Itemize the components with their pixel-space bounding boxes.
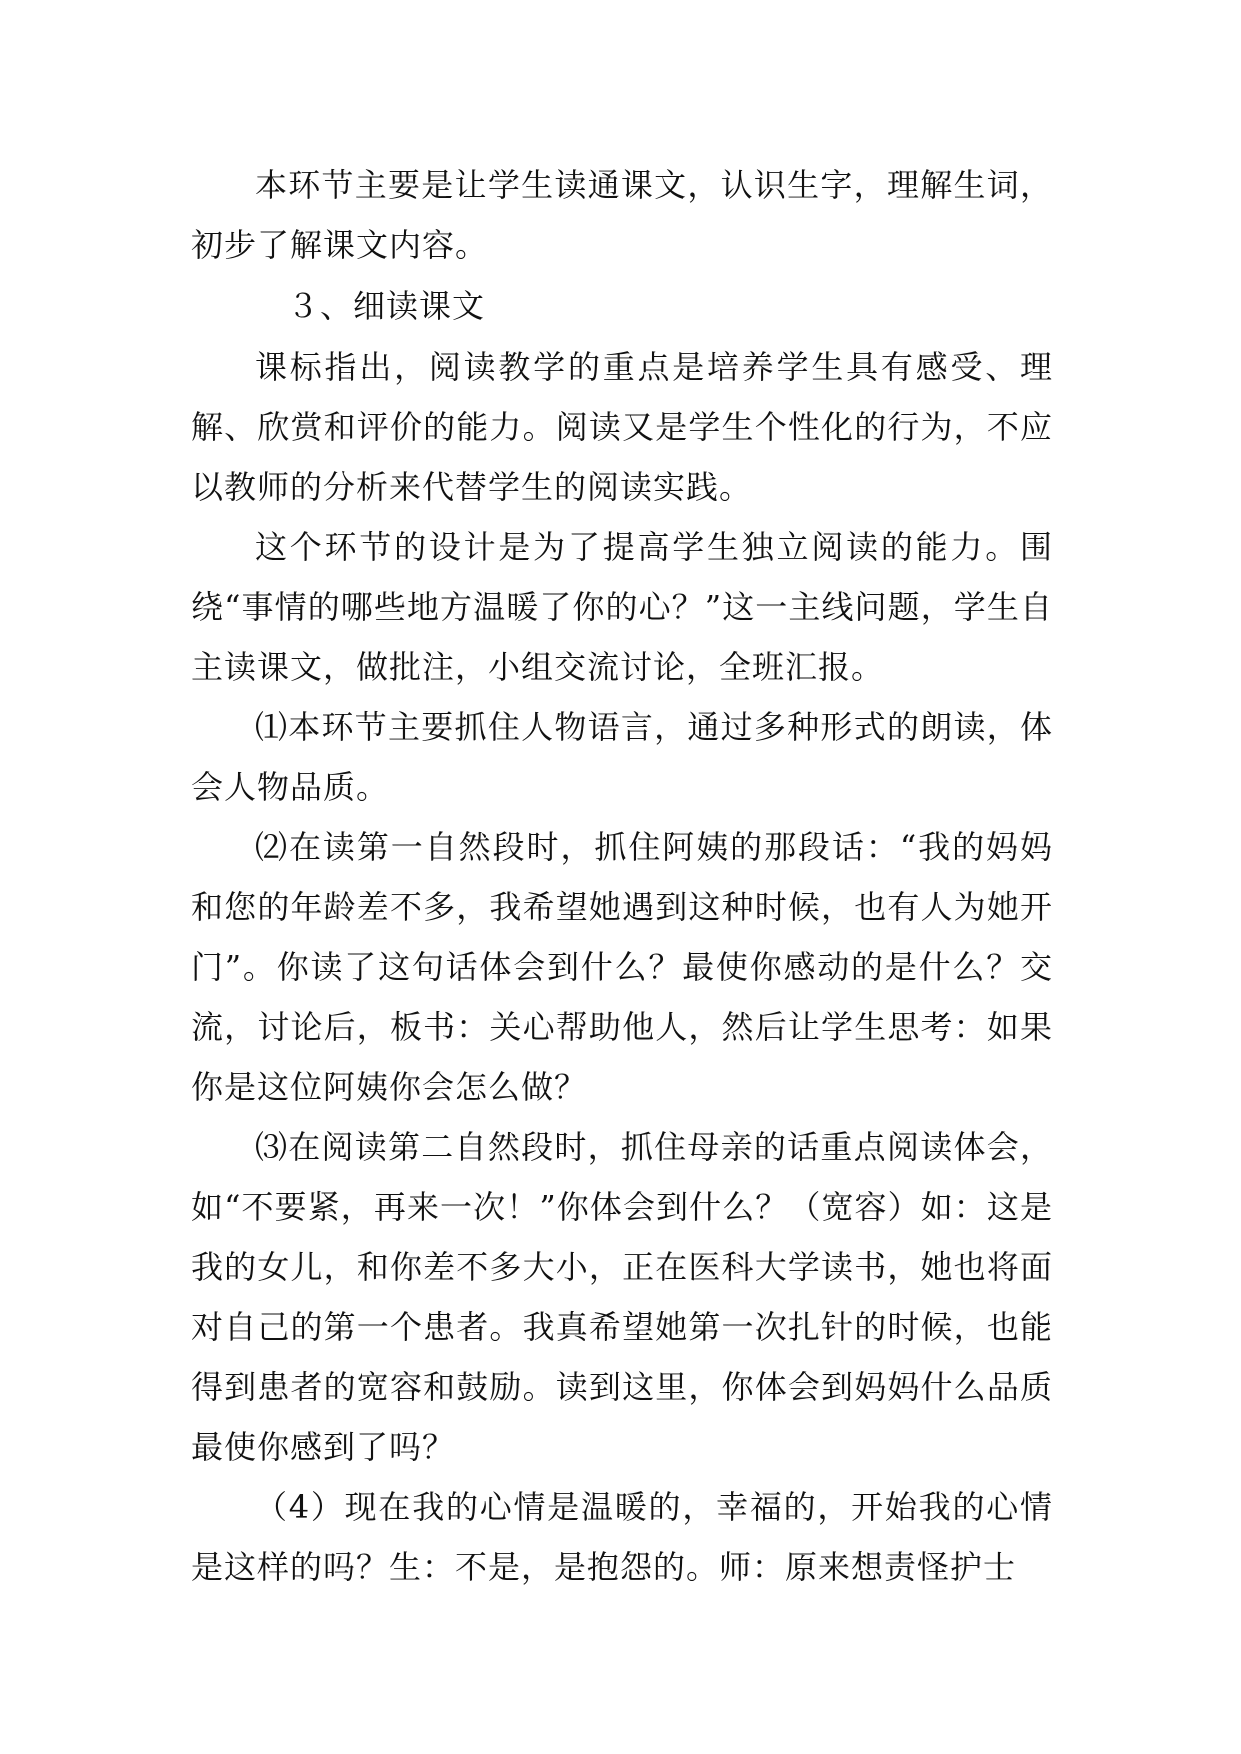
- section-heading-close-reading: ３、细读课文: [287, 287, 486, 325]
- paragraph-intro-summary: 本环节主要是让学生读通课文，认识生字，理解生词，初步了解课文内容。: [191, 166, 1053, 264]
- paragraph-point-1: ⑴本环节主要抓住人物语言，通过多种形式的朗读，体会人物品质。: [191, 708, 1053, 806]
- paragraph-curriculum-standard: 课标指出，阅读教学的重点是培养学生具有感受、理解、欣赏和评价的能力。阅读又是学生个性化的行为，不应以教师的分析来代替学生的阅读实践。: [191, 348, 1053, 506]
- paragraph-point-2: ⑵在读第一自然段时，抓住阿姨的那段话：“我的妈妈和您的年龄差不多，我希望她遇到这种时候，也有人为她开门”。你读了这句话体会到什么？最使你感动的是什么？交流，讨论后，板书：关心帮助他人，然后让学生思考：如果你是这位阿姨你会怎么做？: [191, 828, 1053, 1106]
- paragraph-point-3: ⑶在阅读第二自然段时，抓住母亲的话重点阅读体会，如“不要紧，再来一次！”你体会到什么？（宽容）如：这是我的女儿，和你差不多大小，正在医科大学读书，她也将面对自己的第一个患者。我真希望她第一次扎针的时候，也能得到患者的宽容和鼓励。读到这里，你体会到妈妈什么品质最使你感到了吗？: [191, 1128, 1053, 1466]
- paragraph-design-purpose: 这个环节的设计是为了提高学生独立阅读的能力。围绕“事情的哪些地方温暖了你的心？”这一主线问题，学生自主读课文，做批注，小组交流讨论，全班汇报。: [191, 528, 1053, 686]
- paragraph-point-4: （4）现在我的心情是温暖的，幸福的，开始我的心情是这样的吗？生：不是，是抱怨的。师：原来想责怪护士: [191, 1488, 1053, 1586]
- document-body: [191, 155, 1053, 1597]
